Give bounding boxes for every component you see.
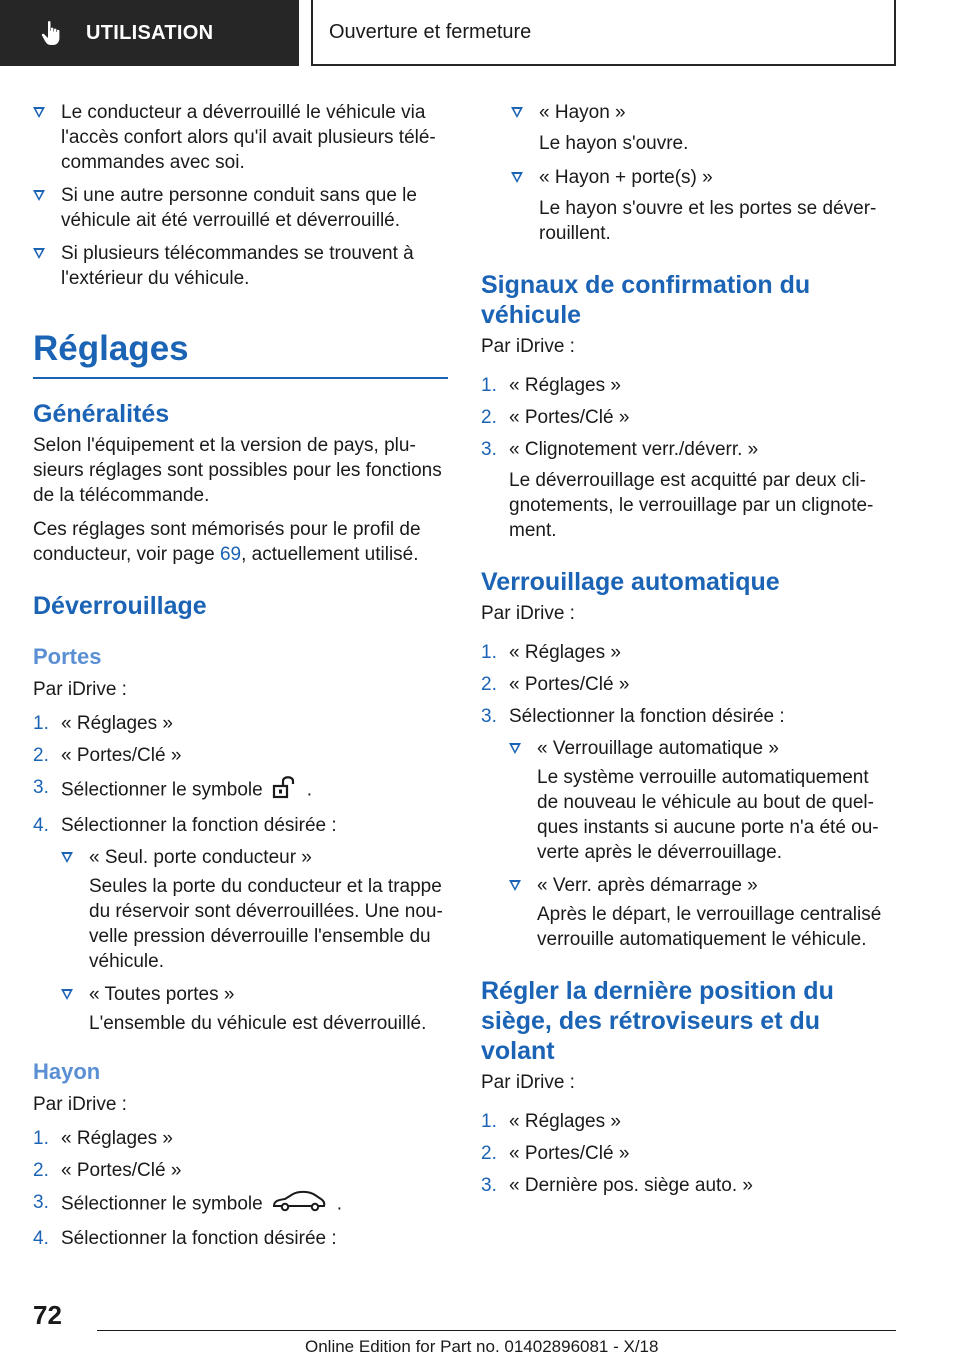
triangle-bullet-icon — [511, 107, 523, 118]
heading-hayon: Hayon — [33, 1059, 101, 1084]
hayon-options — [481, 100, 886, 246]
paragraph: Par iDrive : — [481, 336, 575, 357]
verrouillage-options — [509, 736, 886, 952]
hand-pointer-icon — [40, 20, 64, 46]
list-item: 2. « Portes/Clé » — [481, 407, 630, 428]
list-item: 1. « Réglages » — [481, 375, 621, 396]
paragraph: Selon l'équipement et la version de pays, plu-sieurs réglages sont possibles pour les fonctions de la télécommande. — [33, 435, 442, 506]
right-column — [481, 100, 886, 1205]
triangle-bullet-icon — [33, 248, 45, 259]
list-item: « Verrouillage automatique » Le système verrouille automatiquement de nouveau le véhicule au bout de quel-ques instants si aucune porte n'a été ou-verte après le déverrouillage. — [509, 736, 886, 865]
list-item: 4. Sélectionner la fonction désirée : — [33, 1228, 337, 1249]
hayon-steps — [33, 1126, 448, 1251]
header-section-tab — [0, 0, 299, 66]
list-item: 1. « Réglages » — [33, 713, 173, 734]
list-item: 1. « Réglages » — [481, 642, 621, 663]
triangle-bullet-icon — [61, 852, 73, 863]
page-number: 72 — [33, 1300, 62, 1330]
paragraph: Par iDrive : — [33, 679, 127, 700]
heading-portes: Portes — [33, 644, 102, 669]
intro-list — [33, 100, 448, 291]
heading-generalites: Généralités — [33, 400, 170, 428]
list-item: 2. « Portes/Clé » — [33, 1160, 182, 1181]
list-item: 2. « Portes/Clé » — [481, 674, 630, 695]
list-item: Si une autre personne conduit sans que le véhicule ait été verrouillé et déverrouillé. — [33, 183, 448, 233]
list-item: Si plusieurs télécommandes se trouvent à l'extérieur du véhicule. — [33, 241, 448, 291]
list-item: 4. Sélectionner la fonction désirée : « Seul. porte conducteur » Seules la porte du conducteur et la trappe du réservoir sont déverrouillées. Une nou-velle pression déverrouille l'ensemble du véhicule. « Toutes portes » L'ensemble du véhicule est déverrouillé. — [33, 813, 448, 1036]
regler-steps — [481, 1109, 886, 1198]
portes-steps — [33, 711, 448, 1036]
heading-verrouillage: Verrouillage automatique — [481, 568, 780, 596]
signaux-steps — [481, 373, 886, 543]
paragraph: Par iDrive : — [481, 1072, 575, 1093]
portes-options — [61, 845, 448, 1036]
header-section-title: UTILISATION — [86, 21, 214, 44]
triangle-bullet-icon — [61, 989, 73, 1000]
triangle-bullet-icon — [33, 190, 45, 201]
list-item: « Seul. porte conducteur » Seules la porte du conducteur et la trappe du réservoir sont déverrouillées. Une nou-velle pression déverrouille l'ensemble du véhicule. — [61, 845, 448, 974]
car-tailgate-icon — [271, 1190, 327, 1219]
footer-edition: Online Edition for Part no. 01402896081 - X/18 — [305, 1337, 659, 1356]
paragraph: Par iDrive : — [33, 1094, 127, 1115]
list-item: « Toutes portes » L'ensemble du véhicule est déverrouillé. — [61, 982, 448, 1036]
page-link[interactable]: 69 — [219, 544, 242, 565]
heading-signaux: Signaux de confirmation du véhicule — [481, 271, 811, 329]
verrouillage-steps — [481, 640, 886, 952]
list-item: « Hayon + porte(s) » Le hayon s'ouvre et les portes se déver-rouillent. — [511, 165, 886, 246]
list-item: 2. « Portes/Clé » — [481, 1143, 630, 1164]
list-item: 1. « Réglages » — [33, 1128, 173, 1149]
section-heading-reglages: Réglages — [33, 299, 448, 379]
list-item: 2. « Portes/Clé » — [33, 745, 182, 766]
list-item: 3. Sélectionner le symbole . — [33, 1190, 448, 1219]
heading-deverrouillage: Déverrouillage — [33, 592, 207, 620]
left-column — [33, 100, 448, 1258]
paragraph: Par iDrive : — [481, 603, 575, 624]
list-item: « Hayon » Le hayon s'ouvre. — [511, 100, 886, 156]
footer-divider — [97, 1330, 896, 1331]
list-item: 3. « Clignotement verr./déverr. » Le déverrouillage est acquitté par deux cli-gnotements, le verrouillage par un clignote-ment. — [481, 439, 874, 541]
triangle-bullet-icon — [509, 743, 521, 754]
list-item: 3. « Dernière pos. siège auto. » — [481, 1175, 753, 1196]
header-chapter-box — [311, 0, 896, 66]
paragraph: Ces réglages sont mémorisés pour le profil de conducteur, voir page 69, actuellement utilisé. — [33, 519, 421, 565]
header-chapter-title: Ouverture et fermeture — [329, 20, 532, 43]
list-item: Le conducteur a déverrouillé le véhicule via l'accès confort alors qu'il avait plusieurs télé-commandes avec soi. — [33, 100, 448, 175]
triangle-bullet-icon — [509, 880, 521, 891]
list-item: « Verr. après démarrage » Après le départ, le verrouillage centralisé verrouille automatiquement le véhicule. — [509, 873, 886, 952]
list-item: 3. Sélectionner le symbole . — [33, 775, 448, 806]
list-item: 3. Sélectionner la fonction désirée : « Verrouillage automatique » Le système verrouille automatiquement de nouveau le véhicule au bout de quel-ques instants si aucune porte n'a été ou-verte après le déverrouillage. « Verr. après démarrage » Après le départ, le verrouillage centralisé verrouille automatiquement le véhicule. — [481, 704, 886, 952]
list-item: 1. « Réglages » — [481, 1111, 621, 1132]
heading-regler: Régler la dernière position du siège, des rétroviseurs et du volant — [481, 977, 834, 1065]
triangle-bullet-icon — [33, 107, 45, 118]
triangle-bullet-icon — [511, 172, 523, 183]
unlock-icon — [271, 775, 297, 806]
